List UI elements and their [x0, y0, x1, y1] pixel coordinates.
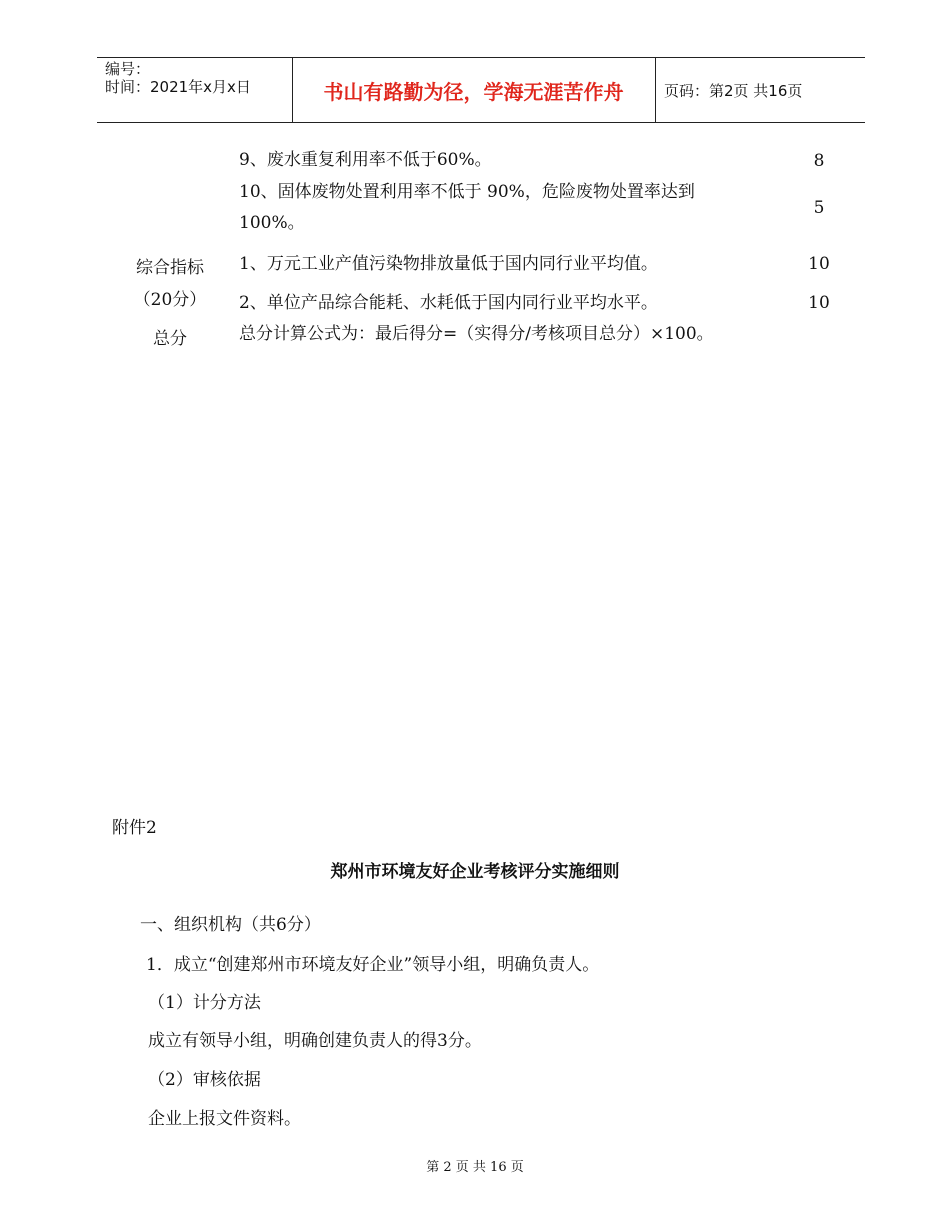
row-item-9: 9、废水重复利用率不低于60%。 [239, 150, 492, 170]
sub-heading-2: （2）审核依据 [148, 1070, 261, 1090]
attachment-label: 附件2 [112, 818, 157, 838]
row-item-10-score: 5 [813, 198, 825, 218]
header-page: 页码：第2页 共16页 [664, 81, 803, 100]
row-item-9-score: 8 [813, 151, 825, 171]
header-number: 编号： [105, 60, 151, 78]
category-name: 综合指标 [136, 258, 204, 278]
document-title: 郑州市环境友好企业考核评分实施细则 [330, 862, 620, 882]
total-label: 总分 [153, 329, 187, 349]
row-composite-2: 2、单位产品综合能耗、水耗低于国内同行业平均水平。 [239, 293, 658, 313]
row-item-10-line1: 10、固体废物处置利用率不低于 90%，危险废物处置率达到 [239, 182, 695, 202]
sub-heading-1: （1）计分方法 [148, 993, 261, 1013]
header-divider-right [655, 58, 656, 122]
header-meta [105, 60, 251, 96]
page-footer: 第 2 页 共 16 页 [426, 1160, 524, 1175]
row-composite-2-score: 10 [808, 293, 830, 313]
row-composite-1-score: 10 [808, 254, 830, 274]
document-header [97, 57, 865, 123]
sub-text-1: 成立有领导小组，明确创建负责人的得3分。 [148, 1031, 482, 1051]
row-item-10-line2: 100%。 [239, 213, 305, 233]
header-motto: 书山有路勤为径，学海无涯苦作舟 [323, 79, 624, 104]
header-time: 时间：2021年x月x日 [105, 78, 251, 96]
sub-text-2: 企业上报文件资料。 [148, 1109, 301, 1129]
total-formula: 总分计算公式为：最后得分=（实得分/考核项目总分）×100。 [239, 324, 714, 344]
category-points: （20分） [133, 290, 207, 310]
row-composite-1: 1、万元工业产值污染物排放量低于国内同行业平均值。 [239, 254, 658, 274]
item-1: 1．成立“创建郑州市环境友好企业”领导小组，明确负责人。 [146, 955, 600, 975]
section-heading: 一、组织机构（共6分） [140, 915, 321, 935]
